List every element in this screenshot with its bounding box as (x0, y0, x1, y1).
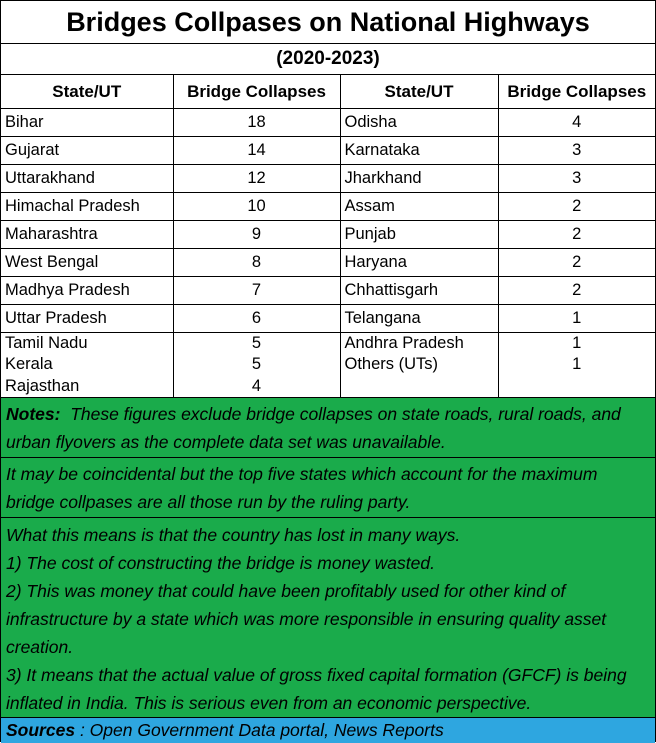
state-cell: Andhra Pradesh (340, 333, 498, 355)
table-row (1, 137, 655, 165)
state-cell: Punjab (340, 221, 498, 249)
state-cell: Tamil Nadu (5, 334, 88, 353)
collapses-cell: 5 (173, 333, 340, 355)
table-row (1, 109, 655, 137)
header-state-left: State/UT (1, 75, 173, 109)
collapses-cell: 4 (173, 375, 340, 398)
meaning-intro: What this means is that the country has lost in many ways. (6, 525, 461, 545)
table-row (1, 375, 655, 398)
table-header-row (1, 75, 655, 109)
meaning-point-2: 2) This was money that could have been profitably used for other kind of infrastructure by a state which was more responsible in ensuring quality asset creation. (6, 581, 607, 657)
collapses-table (1, 75, 655, 398)
collapses-cell: 10 (173, 193, 340, 221)
state-cell: Uttar Pradesh (1, 305, 173, 333)
notes-box (1, 398, 655, 458)
state-cell: Haryana (340, 249, 498, 277)
collapses-cell (498, 375, 655, 398)
collapses-cell: 18 (173, 109, 340, 137)
state-cell: Himachal Pradesh (1, 193, 173, 221)
meaning-box (1, 518, 655, 718)
collapses-cell: 9 (173, 221, 340, 249)
state-cell: Rajasthan (1, 375, 173, 398)
state-cell: Uttarakhand (1, 165, 173, 193)
table-row (1, 305, 655, 333)
sources-label: Sources (6, 720, 76, 740)
state-cell: Kerala (5, 355, 53, 374)
collapses-cell: 3 (498, 165, 655, 193)
collapses-cell: 7 (173, 277, 340, 305)
notes-text: These figures exclude bridge collapses on state roads, rural roads, and urban flyovers as the complete data set was unavailable. (6, 404, 621, 452)
observation-text: It may be coincidental but the top five states which account for the maximum bridge collpases are all those run by the ruling party. (6, 464, 598, 512)
table-row (1, 249, 655, 277)
header-collapses-left: Bridge Collapses (173, 75, 340, 109)
state-cell: Odisha (340, 109, 498, 137)
state-cell: West Bengal (1, 249, 173, 277)
state-cell: Jharkhand (340, 165, 498, 193)
collapses-cell: 14 (173, 137, 340, 165)
meaning-point-3: 3) It means that the actual value of gross fixed capital formation (GFCF) is being inflated in India. This is serious even from an economic perspective. (6, 665, 627, 713)
table-row (1, 193, 655, 221)
state-cell: Karnataka (340, 137, 498, 165)
state-cell: Bihar (1, 109, 173, 137)
collapses-cell: 1 (498, 354, 655, 375)
collapses-cell: 2 (498, 277, 655, 305)
table-row (1, 333, 655, 355)
sources-bar (1, 718, 655, 743)
state-cell: Chhattisgarh (340, 277, 498, 305)
state-cell (340, 375, 498, 398)
table-row (1, 165, 655, 193)
collapses-cell: 12 (173, 165, 340, 193)
observation-box (1, 458, 655, 518)
sources-text: : Open Government Data portal, News Reports (79, 720, 444, 740)
state-cell: Assam (340, 193, 498, 221)
collapses-cell: 2 (498, 249, 655, 277)
collapses-cell: 3 (498, 137, 655, 165)
collapses-cell: 4 (498, 109, 655, 137)
collapses-cell: 2 (498, 221, 655, 249)
state-cell: Telangana (340, 305, 498, 333)
table-row (1, 277, 655, 305)
header-collapses-right: Bridge Collapses (498, 75, 655, 109)
state-cell: Others (UTs) (340, 354, 498, 375)
collapses-cell: 1 (498, 305, 655, 333)
collapses-cell: 6 (173, 305, 340, 333)
page-subtitle: (2020-2023) (1, 44, 655, 75)
meaning-point-1: 1) The cost of constructing the bridge is money wasted. (6, 553, 435, 573)
header-state-right: State/UT (340, 75, 498, 109)
notes-label: Notes: (6, 404, 61, 424)
table-row (1, 221, 655, 249)
state-cell: Gujarat (1, 137, 173, 165)
collapses-cell: 8 (173, 249, 340, 277)
state-cell: Madhya Pradesh (1, 277, 173, 305)
collapses-cell: 1 (498, 333, 655, 355)
collapses-cell: 2 (498, 193, 655, 221)
table-row (1, 354, 655, 375)
state-cell: Maharashtra (1, 221, 173, 249)
page-title: Bridges Collpases on National Highways (1, 1, 655, 44)
collapses-cell: 5 (173, 354, 340, 375)
